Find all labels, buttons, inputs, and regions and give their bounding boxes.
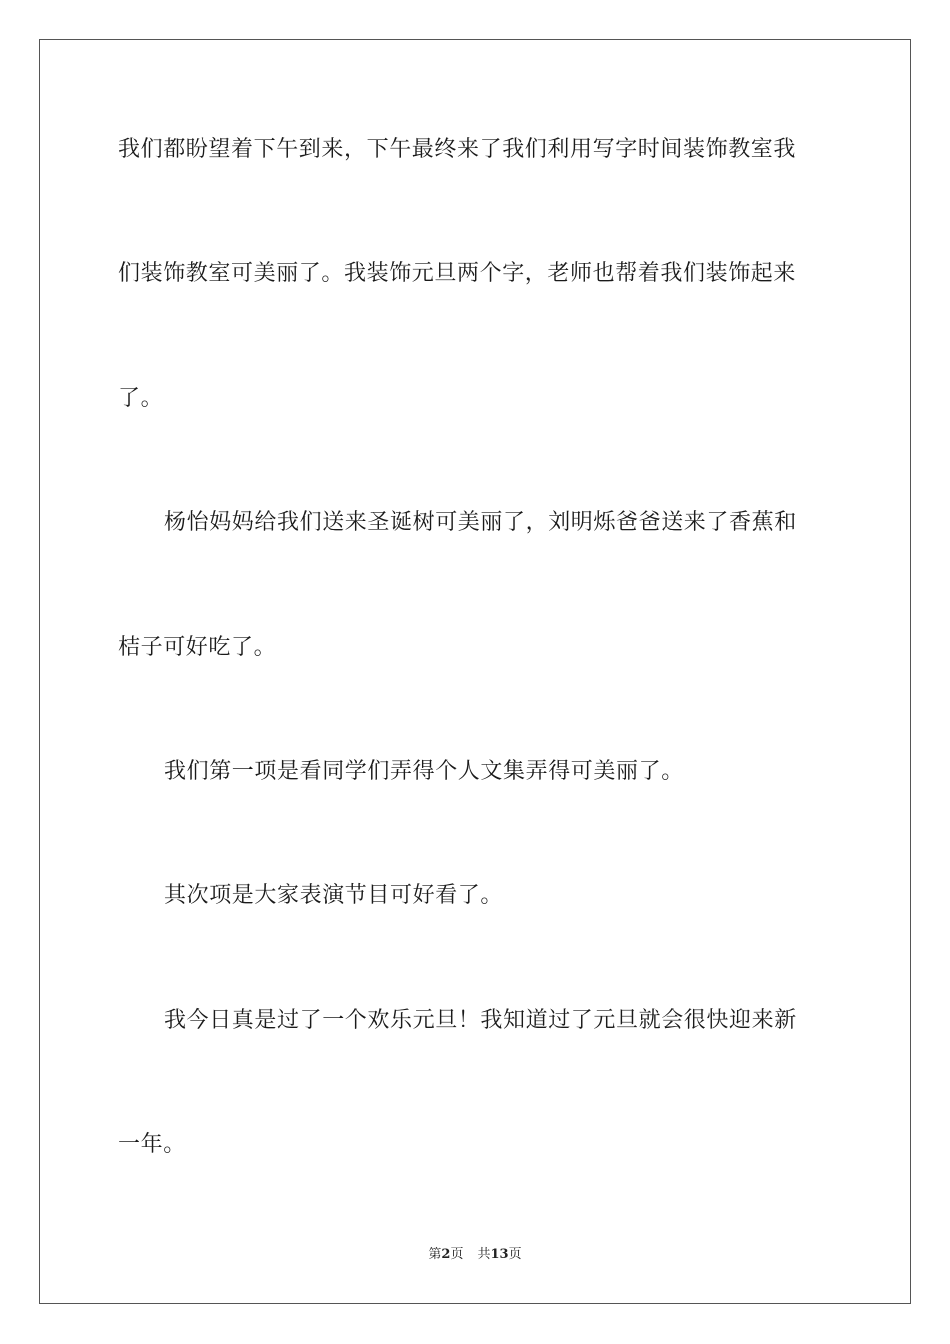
paragraph-line: 其次项是大家表演节目可好看了。 <box>164 883 504 908</box>
page-border <box>39 39 911 1304</box>
paragraph-line: 们装饰教室可美丽了。我装饰元旦两个字，老师也帮着我们装饰起来 <box>118 261 797 286</box>
paragraph-line: 了。 <box>118 386 164 411</box>
paragraph-line: 我今日真是过了一个欢乐元旦！我知道过了元旦就会很快迎来新 <box>164 1008 797 1033</box>
page-number-suffix: 页 <box>450 1247 464 1262</box>
paragraph-line: 我们都盼望着下午到来，下午最终来了我们利用写字时间装饰教室我 <box>118 137 797 162</box>
total-pages-prefix: 共 <box>477 1247 491 1262</box>
total-pages-suffix: 页 <box>508 1247 522 1262</box>
page-footer <box>0 1246 950 1264</box>
paragraph-line: 桔子可好吃了。 <box>118 635 277 660</box>
page-number: 2 <box>441 1247 451 1262</box>
paragraph-line: 我们第一项是看同学们弄得个人文集弄得可美丽了。 <box>164 759 684 784</box>
page-number-prefix: 第 <box>428 1247 442 1262</box>
total-pages: 13 <box>490 1247 509 1262</box>
paragraph-line: 一年。 <box>118 1132 186 1157</box>
paragraph-line: 杨怡妈妈给我们送来圣诞树可美丽了，刘明烁爸爸送来了香蕉和 <box>164 510 797 535</box>
